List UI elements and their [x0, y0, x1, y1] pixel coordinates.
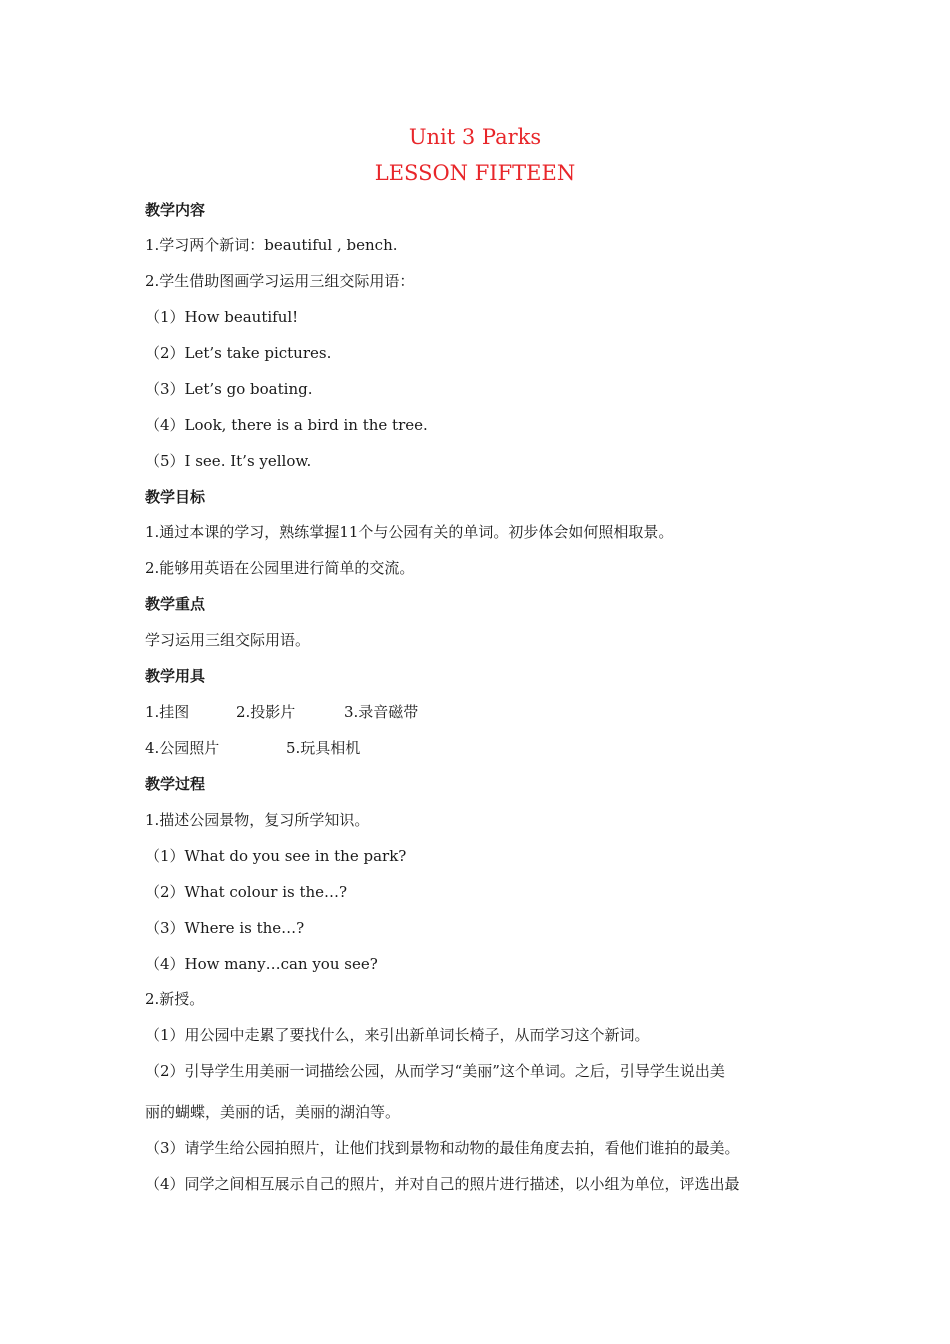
tool-item: 3.录音磁带 — [344, 703, 419, 721]
section-heading-key-points: 教学重点 — [145, 595, 206, 613]
content-line: （4）Look, there is a bird in the tree. — [145, 416, 428, 434]
process-line: （4）同学之间相互展示自己的照片，并对自己的照片进行描述，以小组为单位，评选出最 — [145, 1175, 740, 1193]
content-line: （2）Let’s take pictures. — [145, 344, 332, 362]
content-line: （5）I see. It’s yellow. — [145, 452, 312, 470]
objective-line: 2.能够用英语在公园里进行简单的交流。 — [145, 559, 415, 577]
tool-item: 5.玩具相机 — [286, 739, 361, 757]
section-heading-tools: 教学用具 — [145, 667, 206, 685]
process-line: （2）引导学生用美丽一词描绘公园，从而学习“美丽”这个单词。之后，引导学生说出美 — [145, 1062, 725, 1080]
process-line: 1.描述公园景物，复习所学知识。 — [145, 811, 370, 829]
section-heading-content: 教学内容 — [145, 201, 206, 219]
objective-line: 1.通过本课的学习，熟练掌握11个与公园有关的单词。初步体会如何照相取景。 — [145, 523, 674, 541]
section-heading-process: 教学过程 — [145, 775, 206, 793]
process-line: 2.新授。 — [145, 990, 205, 1008]
content-line: 1.学习两个新词：beautiful , bench. — [145, 236, 398, 254]
tool-item: 1.挂图 — [145, 703, 190, 721]
process-line: （1）用公园中走累了要找什么，来引出新单词长椅子，从而学习这个新词。 — [145, 1026, 650, 1044]
content-line: 2.学生借助图画学习运用三组交际用语： — [145, 272, 415, 290]
tool-item: 2.投影片 — [236, 703, 296, 721]
process-line: （3）请学生给公园拍照片，让他们找到景物和动物的最佳角度去拍，看他们谁拍的最美。 — [145, 1139, 740, 1157]
process-line: （1）What do you see in the park? — [145, 847, 407, 865]
process-line: （4）How many…can you see? — [145, 955, 378, 973]
tool-item: 4.公园照片 — [145, 739, 220, 757]
content-line: （3）Let’s go boating. — [145, 380, 313, 398]
process-line: （3）Where is the…? — [145, 919, 305, 937]
key-point-line: 学习运用三组交际用语。 — [145, 631, 311, 649]
content-line: （1）How beautiful! — [145, 308, 299, 326]
process-line: （2）What colour is the…? — [145, 883, 348, 901]
lesson-title: LESSON FIFTEEN — [374, 161, 576, 185]
unit-title: Unit 3 Parks — [408, 125, 542, 149]
section-heading-objectives: 教学目标 — [145, 488, 206, 506]
process-line: 丽的蝴蝶，美丽的话，美丽的湖泊等。 — [145, 1103, 401, 1121]
